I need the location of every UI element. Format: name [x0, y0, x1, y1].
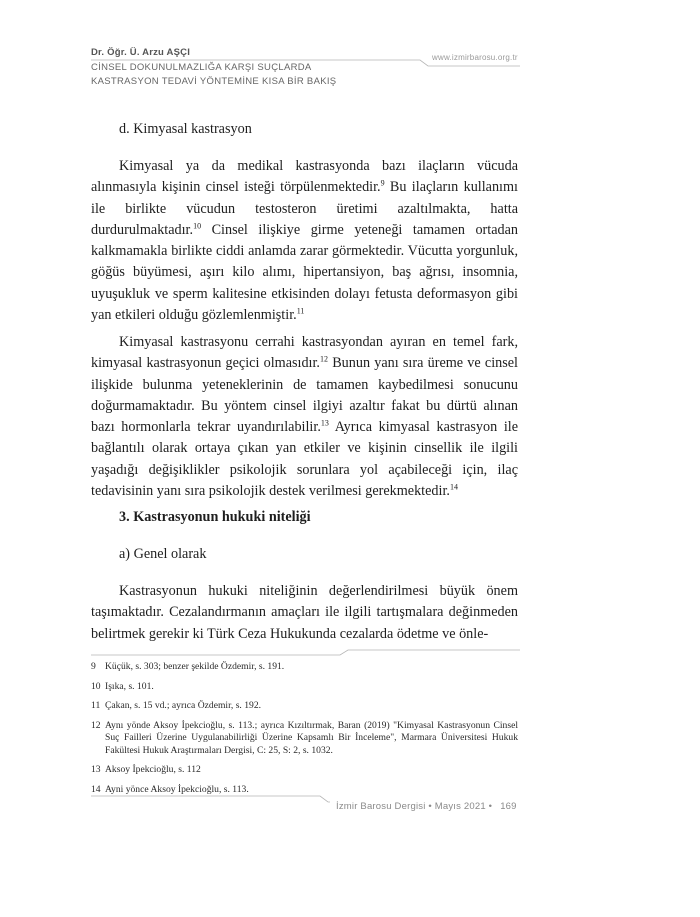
footnote-ref-14: 14 [449, 482, 458, 492]
footnote [91, 784, 518, 797]
footnote-text: Aksoy İpekcioğlu, s. 112 [105, 764, 201, 775]
footnote [91, 700, 518, 713]
paragraph-3-text: Kastrasyonun hukuki niteliğinin değerlendirilmesi büyük önem taşımaktadır. Cezalandırmanın amaçları ile ilgili tartışmalara değinmeden belirtmek gerekir ki Türk Ceza Hukukunda cezalarda ödetme ve önle- [91, 583, 518, 642]
footnote-number: 10 [91, 680, 101, 692]
footnote-text: Çakan, s. 15 vd.; ayrıca Özdemir, s. 192. [105, 700, 262, 711]
footnote-number: 9 [91, 661, 96, 672]
footnote-ref-9: 9 [380, 178, 385, 188]
page-footer [336, 801, 517, 812]
page-number: 169 [500, 801, 517, 812]
footnote-number: 14 [91, 783, 101, 795]
footnote [91, 661, 518, 674]
header-title-line2: KASTRASYON TEDAVİ YÖNTEMİNE KISA BİR BAKIŞ [91, 76, 337, 87]
paragraph-2-text-b: Bunun yanı sıra üreme ve cinsel ilişkide bulunma yeteneklerinin de tamamen kaybedilmesi sonucunu doğurmamaktadır. Bu yöntem cinsel ilgiyi azaltır fakat bu dürtü alınan bazı hormonlarla tekrar uyandırılabilir. [91, 355, 518, 436]
paragraph-2-text-a: Kimyasal kastrasyonu cerrahi kastrasyondan ayıran en temel fark, kimyasal kastrasyonun geçici olmasıdır. [91, 334, 518, 372]
subsection-heading-genel-olarak: a) Genel olarak [119, 546, 207, 562]
footnote-number: 11 [91, 700, 101, 711]
footnote-number: 13 [91, 764, 101, 775]
paragraph-3 [91, 581, 518, 645]
paragraph-2 [91, 332, 518, 502]
footer-journal: İzmir Barosu Dergisi • Mayıs 2021 • [336, 801, 493, 812]
footnotes [91, 661, 518, 796]
footnote-text: Aynı yönde Aksoy İpekcioğlu, s. 113.; ayrıca Kızıltırmak, Baran (2019) "Kimyasal Kastrasyonun Cinsel Suç Failleri Üzerine Uygulanabilirliği Üzerine Kapsamlı Bir İnceleme", Marmara Üniversitesi Hukuk Fakültesi Hukuk Araştırmaları Dergisi, C: 25, S: 2, s. 1032. [105, 719, 518, 756]
footnote-text: Ayni yönce Aksoy İpekcioğlu, s. 113. [105, 783, 249, 795]
footnote [91, 681, 518, 694]
footnote-ref-11: 11 [296, 306, 305, 316]
section-heading-kimyasal-kastrasyon: d. Kimyasal kastrasyon [119, 121, 252, 137]
footnote [91, 720, 518, 758]
header-author: Dr. Öğr. Ü. Arzu AŞÇI [91, 47, 191, 58]
footnote-text: Işıka, s. 101. [105, 680, 154, 692]
header-rule [91, 60, 520, 66]
footer-rule [91, 796, 330, 802]
footnote-number: 12 [91, 719, 101, 731]
footnote-ref-10: 10 [193, 221, 202, 231]
paragraph-1-text-c: Cinsel ilişkiye girme yeteneği tamamen ortadan kalkmamakla birlikte ciddi anlamda zarar görmektedir. Vücutta yorgunluk, göğüs büyümesi, aşırı kilo alımı, hipertansiyon, baş ağrısı, insomnia, uyuşukluk ve sperm kalitesine etkisinden dolayı fetusta deformasyon gibi yan etkileri olduğu gözlemlenmiştir. [91, 221, 518, 324]
paragraph-2-text-c: Ayrıca kimyasal kastrasyon ile bağlantılı olarak ortaya çıkan yan etkiler ve kişinin cinsellik ile ilgili yaşadığı değişiklikler psikolojik sorunlara yol açabileceği için, ilaç tedavisinin yanı sıra psikolojik destek verilmesi gerekmektedir. [91, 419, 518, 500]
footnote [91, 764, 518, 777]
header-website: www.izmirbarosu.org.tr [432, 53, 518, 62]
footnote-ref-12: 12 [319, 354, 328, 364]
paragraph-1 [91, 156, 518, 326]
footnote-text: Küçük, s. 303; benzer şekilde Özdemir, s. 191. [105, 661, 285, 672]
footnote-ref-13: 13 [320, 418, 329, 428]
section-heading-hukuki-nitelik: 3. Kastrasyonun hukuki niteliği [119, 509, 311, 525]
footnote-rule [91, 650, 520, 655]
paragraph-1-text-b: Bu ilaçların kullanımı ile birlikte vücudun testosteron üretimi azaltılmakta, hatta durdurulmaktadır. [91, 179, 518, 238]
paragraph-1-text-a: Kimyasal ya da medikal kastrasyonda bazı ilaçların vücuda alınmasıyla kişinin cinsel isteği törpülenmektedir. [91, 158, 518, 196]
header-title-line1: CİNSEL DOKUNULMAZLIĞA KARŞI SUÇLARDA [91, 62, 312, 73]
